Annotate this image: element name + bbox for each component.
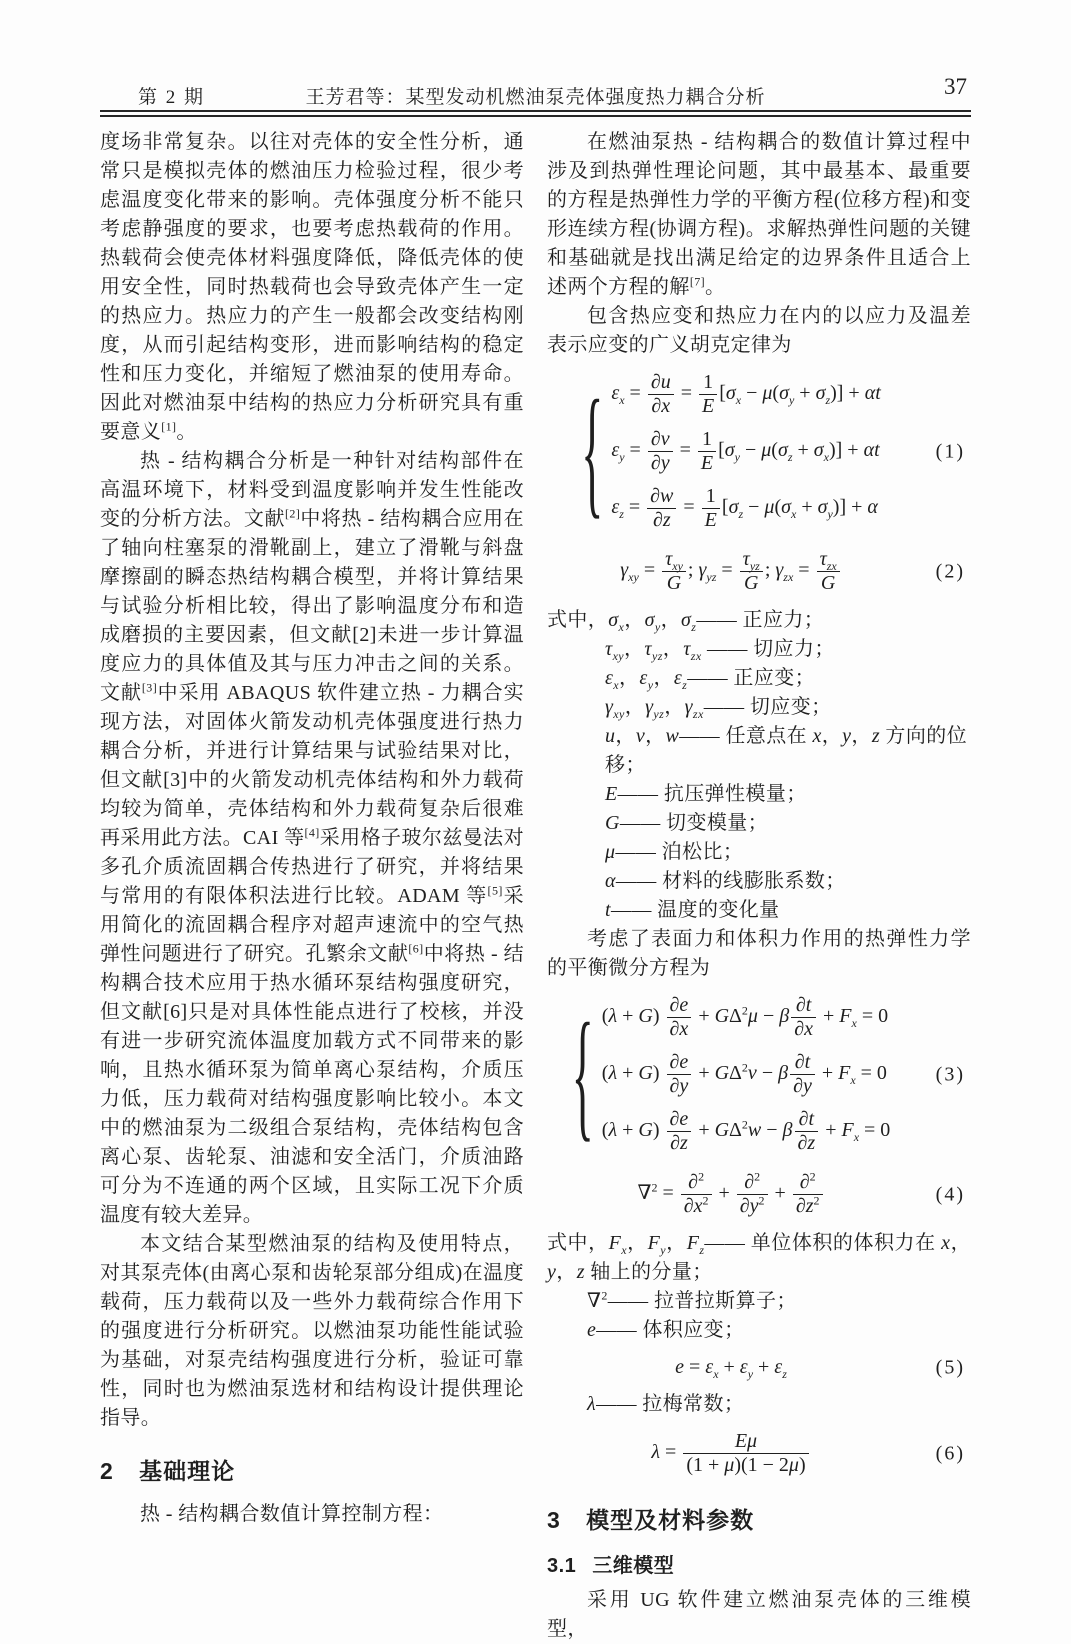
definition-line: G—— 切变模量；	[605, 812, 769, 834]
header-double-rule	[100, 110, 971, 117]
heading-number: 3.1	[547, 1555, 577, 1577]
equation-row: $\varepsilon_z$ = $\frac{\partial w}{\partial z}$ = $\frac{1}{E}$ $[\sigma_z - \mu(\sigma_x + \sigma_y)] + \alpha$	[611, 485, 878, 531]
equation-row: λ = $\frac{E\mu}{(1 + \mu)(1 - 2\mu)}$	[651, 1425, 810, 1482]
heading-text: 三维模型	[592, 1555, 675, 1577]
definition-line: $\tau_{xy}$，$\tau_{yz}$，$\tau_{zx}$ —— 切应力；	[605, 638, 835, 663]
fraction: $\frac{\partial t}{\partial y}$	[790, 1051, 815, 1098]
heading-number: 2	[100, 1458, 114, 1484]
fraction: $\frac{1}{E}$	[702, 485, 720, 532]
definition-line: ∇$^2$—— 拉普拉斯算子；	[587, 1288, 797, 1312]
definition-line: $\gamma_{xy}$，$\gamma_{yz}$，$\gamma_{zx}——$ 切应变；	[605, 696, 832, 721]
heading-text: 模型及材料参数	[586, 1507, 755, 1533]
right-column	[547, 128, 971, 1644]
definition-line: 式中，$\sigma_x$，$\sigma_y$，$\sigma_z——$ 正应力；	[547, 609, 825, 634]
definition-line: α—— 材料的线膨胀系数；	[605, 870, 846, 892]
paragraph: 考虑了表面力和体积力作用的热弹性力学的平衡微分方程为	[547, 928, 971, 979]
fraction: $\frac{E\mu}{(1 + \mu)(1 - 2\mu)}$	[683, 1430, 808, 1477]
fraction: $\frac{\partial e}{\partial x}$	[667, 994, 692, 1041]
paragraph: 热 - 结构耦合数值计算控制方程：	[140, 1503, 444, 1525]
equation-row: (λ + G) $\frac{\partial e}{\partial x}$ + $G\Delta^2\mu - \beta$ $\frac{\partial t}{\partial x}$ + $F_x = 0$	[601, 994, 889, 1040]
definition-line: t—— 温度的变化量	[605, 899, 780, 921]
section-heading	[547, 1502, 971, 1535]
paragraph: 包含热应变和热应力在内的以应力及温差表示应变的广义胡克定律为	[547, 305, 971, 356]
paragraph: 采用 UG 软件建立燃油泵壳体的三维模型，	[547, 1589, 971, 1640]
left-column	[100, 128, 524, 1644]
paragraph: 度场非常复杂。以往对壳体的安全性分析，通常只是模拟壳体的燃油压力检验过程，很少考虑温度变化带来的影响。壳体强度分析不能只考虑静强度的要求，也要考虑热载荷的作用。热载荷会使壳体材料强度降低，降低壳体的使用安全性，同时热载荷也会导致壳体产生一定的热应力。热应力的产生一般都会改变结构刚度，从而引起结构变形，进而影响结构的稳定性和压力变化，并缩短了燃油泵的使用寿命。因此对燃油泵中结构的热应力分析研究具有重要意义[1]。	[100, 131, 524, 443]
equation	[547, 366, 971, 537]
equation	[547, 1425, 971, 1482]
equation-number: (2)	[935, 560, 965, 582]
definition-line: E—— 抗压弹性模量；	[605, 783, 807, 805]
fraction: $\frac{\tau_{zx}}{G}$	[817, 548, 840, 595]
fraction: $\frac{\partial^2}{\partial x^2}$	[681, 1171, 712, 1218]
fraction: $\frac{\partial w}{\partial z}$	[647, 485, 676, 532]
equation-row: $e = \varepsilon_x + \varepsilon_y + \varepsilon_z$	[675, 1356, 787, 1381]
heading-number: 3	[547, 1507, 561, 1533]
definition-line: μ—— 泊松比；	[605, 841, 744, 863]
equation	[547, 989, 971, 1160]
equation	[547, 543, 971, 600]
running-title: 王芳君等：某型发动机燃油泵壳体强度热力耦合分析	[305, 87, 766, 108]
fraction: $\frac{1}{E}$	[699, 371, 717, 418]
fraction: $\frac{\tau_{xy}}{G}$	[662, 548, 686, 595]
paragraph: 在燃油泵热 - 结构耦合的数值计算过程中涉及到热弹性理论问题，其中最基本、最重要的方程是热弹性力学的平衡方程(位移方程)和变形连续方程(协调方程)。求解热弹性问题的关键和基础就是找出满足给定的边界条件且适合上述两个方程的解[7]。	[547, 131, 971, 298]
equation-row: $\varepsilon_y$ = $\frac{\partial v}{\partial y}$ = $\frac{1}{E}$ $[\sigma_y - \mu(\sigma_z + \sigma_x)] + \alpha t$	[611, 428, 880, 474]
fraction: $\frac{1}{E}$	[698, 428, 716, 475]
fraction: $\frac{\partial t}{\partial x}$	[791, 994, 816, 1041]
heading-text: 基础理论	[139, 1458, 236, 1484]
definition-line: λ—— 拉梅常数；	[587, 1393, 745, 1415]
fraction: $\frac{\partial^2}{\partial z^2}$	[793, 1171, 823, 1218]
equation-number: (3)	[935, 1063, 965, 1085]
fraction: $\frac{\partial e}{\partial y}$	[667, 1051, 692, 1098]
equation-row: (λ + G) $\frac{\partial e}{\partial z}$ + $G\Delta^2w - \beta$ $\frac{\partial t}{\partial z}$ + $F_x = 0$	[601, 1108, 891, 1154]
subsection-heading	[547, 1549, 971, 1578]
section-heading	[100, 1453, 524, 1486]
paragraph: 热 - 结构耦合分析是一种针对结构部件在高温环境下，材料受到温度影响并发生性能改变的分析方法。文献[2]中将热 - 结构耦合应用在了轴向柱塞泵的滑靴副上，建立了滑靴与斜盘摩擦副的瞬态热结构耦合模型，并将计算结果与试验分析相比较，得出了影响温度分布和造成磨损的主要因素，但文献[2]未进一步计算温度应力的具体值及其与压力冲击之间的关系。文献[3]中采用 ABAQUS 软件建立热 - 力耦合实现方法，对固体火箭发动机壳体强度进行热力耦合分析，并进行计算结果与试验结果对比，但文献[3]中的火箭发动机壳体结构和外力载荷均较为简单，壳体结构和外力载荷复杂后很难再采用此方法。CAI 等[4]采用格子玻尔兹曼法对多孔介质流固耦合传热进行了研究，并将结果与常用的有限体积法进行比较。ADAM 等[5]采用简化的流固耦合程序对超声速流中的空气热弹性问题进行了研究。孔繁余文献[6]中将热 - 结构耦合技术应用于热水循环泵结构强度研究，但文献[6]只是对具体性能点进行了校核，并没有进一步研究流体温度加载方式不同带来的影响，且热水循环泵为简单离心泵结构，介质压力低，压力载荷对结构强度影响比较小。本文中的燃油泵为二级组合泵结构，壳体结构包含离心泵、齿轮泵、油滤和安全活门，介质油路可分为不连通的两个区域，且实际工况下介质温度有较大差异。	[100, 450, 525, 1226]
definition-line: u，v，w—— 任意点在 x，y，z 方向的位移；	[605, 725, 968, 776]
journal-issue: 第 2 期	[138, 87, 206, 108]
equation-row: ∇$^2$ = $\frac{\partial^2}{\partial x^2}$ + $\frac{\partial^2}{\partial y^2}$ + $\frac{\partial^2}{\partial z^2}$	[637, 1166, 824, 1223]
fraction: $\frac{\partial e}{\partial z}$	[667, 1108, 692, 1155]
brace-left: {	[571, 992, 594, 1154]
fraction: $\frac{\partial u}{\partial x}$	[648, 371, 674, 418]
equation-row: $\varepsilon_x$ = $\frac{\partial u}{\partial x}$ = $\frac{1}{E}$ $[\sigma_x - \mu(\sigma_y + \sigma_z)] + \alpha t$	[611, 371, 881, 417]
equation-number: (6)	[935, 1442, 965, 1464]
equation	[547, 1351, 971, 1384]
equation-row: $\gamma_{xy}$ = $\frac{\tau_{xy}}{G}$ ; $\gamma_{yz}$ = $\frac{\tau_{yz}}{G}$ ; $\gamma_{zx}$ = $\frac{\tau_{zx}}{G}$	[620, 543, 841, 600]
paragraph: 本文结合某型燃油泵的结构及使用特点，对其泵壳体(由离心泵和齿轮泵部分组成)在温度载荷，压力载荷以及一些外力载荷综合作用下的强度进行分析研究。以燃油泵功能性能试验为基础，对泵壳结构强度进行分析，验证可靠性，同时也为燃油泵选材和结构设计提供理论指导。	[100, 1233, 524, 1429]
fraction: $\frac{\tau_{yz}}{G}$	[740, 548, 763, 595]
page-number: 37	[944, 74, 967, 99]
equation-number: (4)	[935, 1183, 965, 1205]
two-column-body	[100, 128, 971, 1644]
fraction: $\frac{\partial t}{\partial z}$	[795, 1108, 819, 1155]
equation-row: (λ + G) $\frac{\partial e}{\partial y}$ + $G\Delta^2v - \beta$ $\frac{\partial t}{\partial y}$ + $F_x = 0$	[601, 1051, 887, 1097]
page-header	[100, 74, 971, 108]
equation-number: (1)	[935, 440, 965, 462]
definition-line: e—— 体积应变；	[587, 1319, 745, 1341]
fraction: $\frac{\partial^2}{\partial y^2}$	[737, 1171, 768, 1218]
equation-number: (5)	[935, 1356, 965, 1378]
brace-left: {	[581, 369, 604, 531]
fraction: $\frac{\partial v}{\partial y}$	[648, 428, 673, 475]
paragraph: 式中，$F_x$，$F_y$，$F_z——$ 单位体积的体积力在 x，y，z 轴上的分量；	[547, 1232, 971, 1283]
definition-line: $\varepsilon_x$，$\varepsilon_y$，$\varepsilon_z——$ 正应变；	[605, 667, 816, 692]
equation	[547, 1166, 971, 1223]
